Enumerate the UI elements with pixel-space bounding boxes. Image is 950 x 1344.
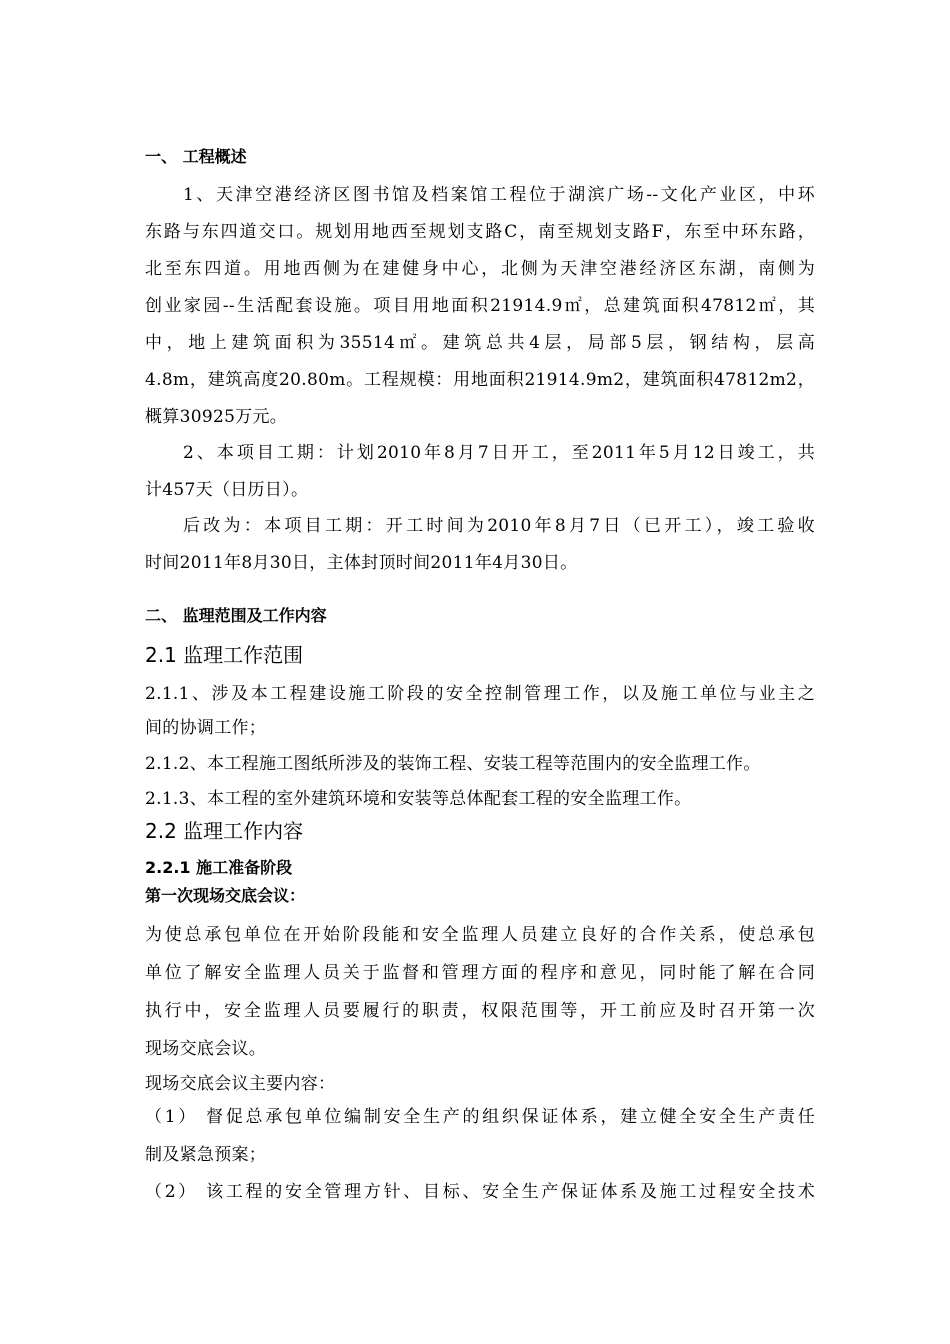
- paragraph-line: 中，地上建筑面积为35514㎡。建筑总共4层，局部5层，钢结构，层高: [145, 333, 815, 353]
- subsection-2-2-heading: 2.2 监理工作内容: [145, 819, 304, 843]
- meeting-title: 第一次现场交底会议：: [145, 886, 306, 905]
- paragraph-line: 2、本项目工期：计划2010年8月7日开工，至2011年5月12日竣工，共: [183, 443, 815, 463]
- list-item-line: （2） 该工程的安全管理方针、目标、安全生产保证体系及施工过程安全技术: [145, 1182, 815, 1202]
- paragraph-line: 东路与东四道交口。规划用地西至规划支路C，南至规划支路F，东至中环东路，: [145, 222, 815, 242]
- scope-item-line: 2.1.3、本工程的室外建筑环境和安装等总体配套工程的安全监理工作。: [145, 789, 692, 809]
- paragraph-line: 为使总承包单位在开始阶段能和安全监理人员建立良好的合作关系，使总承包: [145, 925, 815, 945]
- paragraph-line: 时间2011年8月30日，主体封顶时间2011年4月30日。: [145, 553, 578, 573]
- paragraph-line: 1、天津空港经济区图书馆及档案馆工程位于湖滨广场--文化产业区，中环: [183, 185, 815, 205]
- scope-item-line: 间的协调工作；: [145, 718, 267, 738]
- paragraph-line: 计457天（日历日）。: [145, 480, 309, 500]
- list-item-line: （1） 督促总承包单位编制安全生产的组织保证体系，建立健全安全生产责任: [145, 1107, 815, 1127]
- paragraph-line: 现场交底会议。: [145, 1039, 267, 1059]
- subsection-2-2-1-heading: 2.2.1 施工准备阶段: [145, 858, 293, 877]
- paragraph-line: 北至东四道。用地西侧为在建健身中心，北侧为天津空港经济区东湖，南侧为: [145, 259, 815, 279]
- paragraph-line: 后改为：本项目工期：开工时间为2010年8月7日（已开工），竣工验收: [183, 516, 815, 536]
- paragraph-line: 概算30925万元。: [145, 407, 288, 427]
- subsection-2-1-heading: 2.1 监理工作范围: [145, 643, 304, 667]
- main-content-label: 现场交底会议主要内容：: [145, 1074, 336, 1094]
- section-1-heading: 一、 工程概述: [145, 147, 247, 166]
- paragraph-line: 创业家园--生活配套设施。项目用地面积21914.9㎡，总建筑面积47812㎡，其: [145, 296, 815, 316]
- list-item-line: 制及紧急预案；: [145, 1145, 267, 1165]
- section-2-heading: 二、 监理范围及工作内容: [145, 606, 327, 625]
- paragraph-line: 单位了解安全监理人员关于监督和管理方面的程序和意见，同时能了解在合同: [145, 963, 815, 983]
- paragraph-line: 4.8m，建筑高度20.80m。工程规模：用地面积21914.9m2，建筑面积47812m2，: [145, 370, 815, 390]
- scope-item-line: 2.1.1、涉及本工程建设施工阶段的安全控制管理工作，以及施工单位与业主之: [145, 684, 815, 704]
- paragraph-line: 执行中，安全监理人员要履行的职责，权限范围等，开工前应及时召开第一次: [145, 1001, 815, 1021]
- scope-item-line: 2.1.2、本工程施工图纸所涉及的装饰工程、安装工程等范围内的安全监理工作。: [145, 754, 761, 774]
